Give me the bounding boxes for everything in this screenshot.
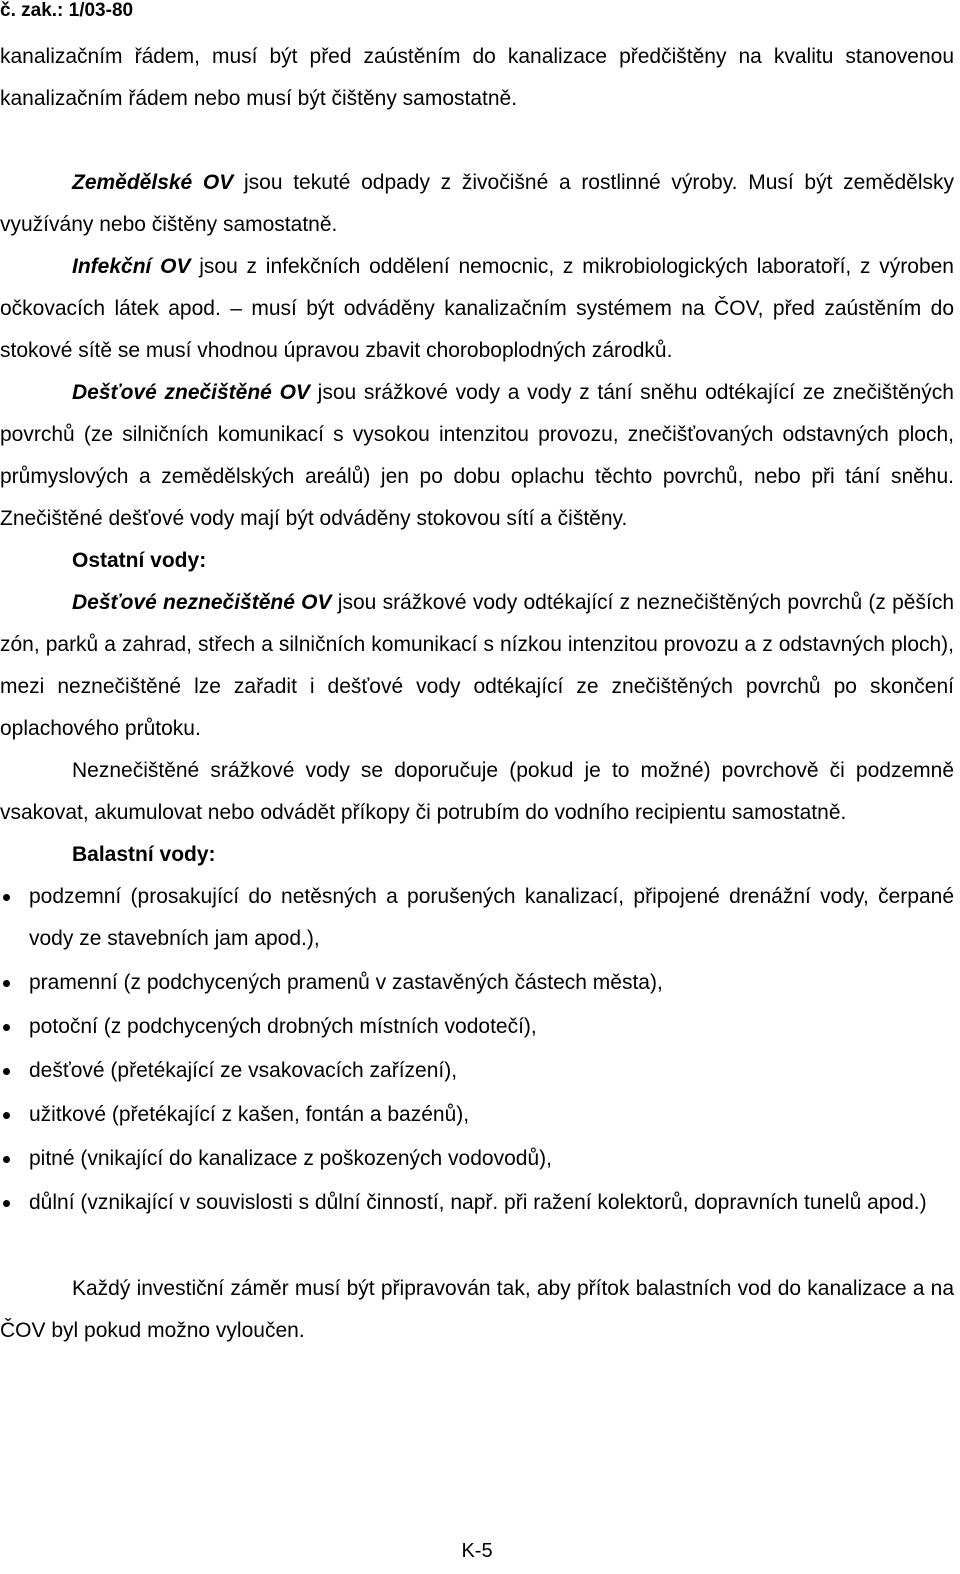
list-item-text: pramenní (z podchycených pramenů v zastavěných částech města), — [29, 971, 663, 994]
list-item-text: potoční (z podchycených drobných místních vodotečí), — [29, 1015, 537, 1038]
list-item-text: dešťové (přetékající ze vsakovacích zařízení), — [29, 1059, 458, 1082]
list-item — [0, 1050, 954, 1092]
list-item — [0, 1094, 954, 1136]
page-number: K-5 — [461, 1540, 493, 1562]
paragraph-infectious-wastewater — [0, 246, 954, 372]
term-clean-rain-ov: Dešťové neznečištěné OV — [72, 591, 332, 614]
list-item-text: pitné (vnikající do kanalizace z poškozených vodovodů), — [29, 1147, 552, 1170]
bullet-icon — [3, 894, 10, 901]
term-agricultural-ov: Zemědělské OV — [72, 171, 234, 194]
term-polluted-rain-ov: Dešťové znečištěné OV — [72, 381, 310, 404]
ballast-water-list — [0, 876, 954, 1224]
list-item — [0, 1138, 954, 1180]
paragraph-investment-plan: Každý investiční záměr musí být připravován tak, aby přítok balastních vod do kanalizace a na ČOV byl pokud možno vyloučen. — [0, 1277, 954, 1342]
list-item — [0, 876, 954, 960]
blank-line — [0, 120, 954, 162]
paragraph-agricultural-wastewater — [0, 162, 954, 246]
bullet-icon — [3, 1156, 10, 1163]
heading-ballast-waters: Balastní vody: — [72, 843, 216, 866]
bullet-icon — [3, 1024, 10, 1031]
blank-line — [0, 1226, 954, 1268]
list-item — [0, 1182, 954, 1224]
heading-other-waters: Ostatní vody: — [72, 549, 207, 572]
term-infectious-ov: Infekční OV — [72, 255, 191, 278]
paragraph-sewer-regulation: kanalizačním řádem, musí být před zaústěním do kanalizace předčištěny na kvalitu stanovenou kanalizačním řádem nebo musí být čištěny samostatně. — [0, 45, 954, 110]
polluted-rain-ov-text: jsou srážkové vody a vody z tání sněhu odtékající ze znečištěných povrchů (ze silničních komunikací s vysokou intenzitou provozu, znečišťovaných odstavných ploch, průmyslových a zemědělských areálů) jen po dobu oplachu těchto povrchů, nebo při tání sněhu. Znečištěné dešťové vody mají být odváděny stokovou sítí a čištěny. — [0, 381, 954, 530]
bullet-icon — [3, 980, 10, 987]
document-reference: č. zak.: 1/03-80 — [0, 0, 134, 21]
list-item — [0, 1006, 954, 1048]
bullet-icon — [3, 1112, 10, 1119]
list-item — [0, 962, 954, 1004]
bullet-icon — [3, 1068, 10, 1075]
agricultural-ov-text: jsou tekuté odpady z živočišné a rostlinné výroby. Musí být zemědělsky využívány nebo čištěny samostatně. — [0, 171, 954, 236]
infectious-ov-text: jsou z infekčních oddělení nemocnic, z mikrobiologických laboratoří, z výroben očkovacích látek apod. – musí být odváděny kanalizačním systémem na ČOV, před zaústěním do stokové sítě se musí vhodnou úpravou zbavit choroboplodných zárodků. — [0, 255, 954, 362]
bullet-icon — [3, 1200, 10, 1207]
paragraph-infiltration: Neznečištěné srážkové vody se doporučuje (pokud je to možné) povrchově či podzemně vsakovat, akumulovat nebo odvádět příkopy či potrubím do vodního recipientu samostatně. — [0, 759, 954, 824]
list-item-text: užitkové (přetékající z kašen, fontán a bazénů), — [29, 1103, 470, 1126]
clean-rain-ov-text: jsou srážkové vody odtékající z neznečištěných povrchů (z pěších zón, parků a zahrad, střech a silničních komunikací s nízkou intenzitou provozu a z odstavných ploch), mezi neznečištěné lze zařadit i dešťové vody odtékající ze znečištěných povrchů po skončení oplachového průtoku. — [0, 591, 955, 740]
list-item-text: podzemní (prosakující do netěsných a porušených kanalizací, připojené drenážní vody, čerpané vody ze stavebních jam apod.), — [29, 885, 954, 950]
list-item-text: důlní (vznikající v souvislosti s důlní činností, např. při ražení kolektorů, dopravních tunelů apod.) — [29, 1191, 927, 1214]
paragraph-clean-stormwater — [0, 582, 954, 750]
paragraph-polluted-stormwater — [0, 372, 954, 540]
document-body — [0, 36, 954, 1352]
